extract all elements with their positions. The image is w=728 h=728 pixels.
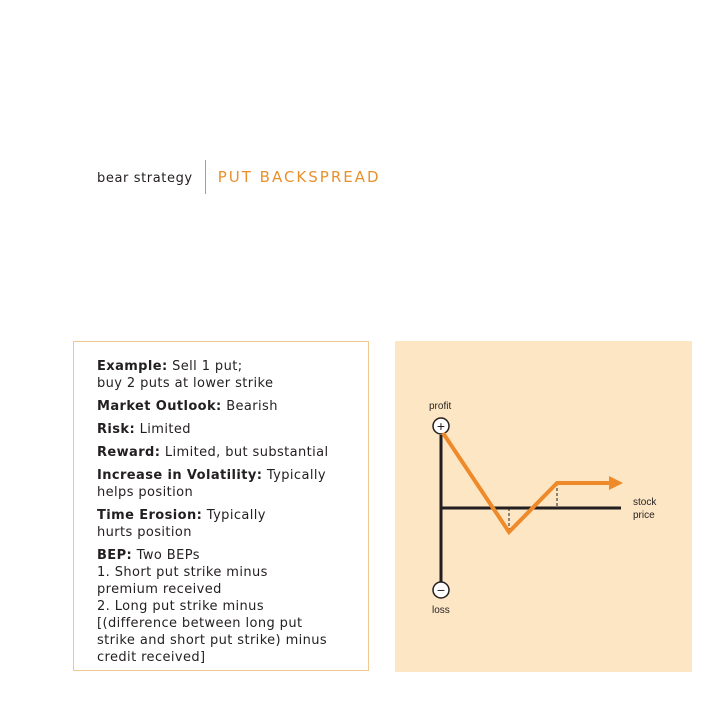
- erosion-text-2: hurts position: [97, 525, 192, 540]
- bep-line-2: premium received: [97, 582, 222, 597]
- payoff-arrow-icon: [609, 476, 623, 490]
- example-text-2: buy 2 puts at lower strike: [97, 376, 274, 391]
- profit-label: profit: [429, 401, 452, 412]
- volatility-label: Increase in Volatility:: [97, 468, 263, 483]
- payoff-diagram-svg: [395, 341, 692, 672]
- strategy-info-box: [73, 341, 369, 671]
- bep-line-3: 2. Long put strike minus: [97, 599, 264, 614]
- risk-text: Limited: [139, 422, 191, 437]
- minus-symbol: −: [436, 582, 446, 598]
- risk-row: [97, 421, 368, 438]
- risk-label: Risk:: [97, 422, 136, 437]
- page-header: [97, 160, 381, 194]
- outlook-label: Market Outlook:: [97, 399, 222, 414]
- x-axis-label-2: price: [633, 510, 655, 521]
- example-text-1: Sell 1 put;: [172, 359, 243, 374]
- volatility-row: [97, 467, 368, 501]
- erosion-label: Time Erosion:: [97, 508, 203, 523]
- bep-line-6: credit received]: [97, 650, 206, 665]
- outlook-text: Bearish: [226, 399, 278, 414]
- strategy-title: PUT BACKSPREAD: [217, 168, 381, 186]
- loss-label: loss: [432, 605, 450, 616]
- reward-label: Reward:: [97, 445, 161, 460]
- bep-text: Two BEPs: [136, 548, 200, 563]
- reward-row: [97, 444, 368, 461]
- reward-text: Limited, but substantial: [164, 445, 329, 460]
- outlook-row: [97, 398, 368, 415]
- erosion-text-1: Typically: [206, 508, 266, 523]
- bep-row: [97, 547, 368, 666]
- bep-line-1: 1. Short put strike minus: [97, 565, 268, 580]
- bep-line-5: strike and short put strike) minus: [97, 633, 328, 648]
- volatility-text-1: Typically: [266, 468, 326, 483]
- plus-symbol: +: [436, 418, 446, 434]
- bep-label: BEP:: [97, 548, 133, 563]
- strategy-category: bear strategy: [97, 171, 193, 186]
- volatility-text-2: helps position: [97, 485, 194, 500]
- x-axis-label-1: stock: [633, 497, 657, 508]
- payoff-line: [443, 433, 613, 532]
- example-label: Example:: [97, 359, 168, 374]
- erosion-row: [97, 507, 368, 541]
- payoff-diagram: [395, 341, 692, 672]
- example-row: [97, 358, 368, 392]
- bep-line-4: [(difference between long put: [97, 616, 303, 631]
- header-divider: [205, 160, 206, 194]
